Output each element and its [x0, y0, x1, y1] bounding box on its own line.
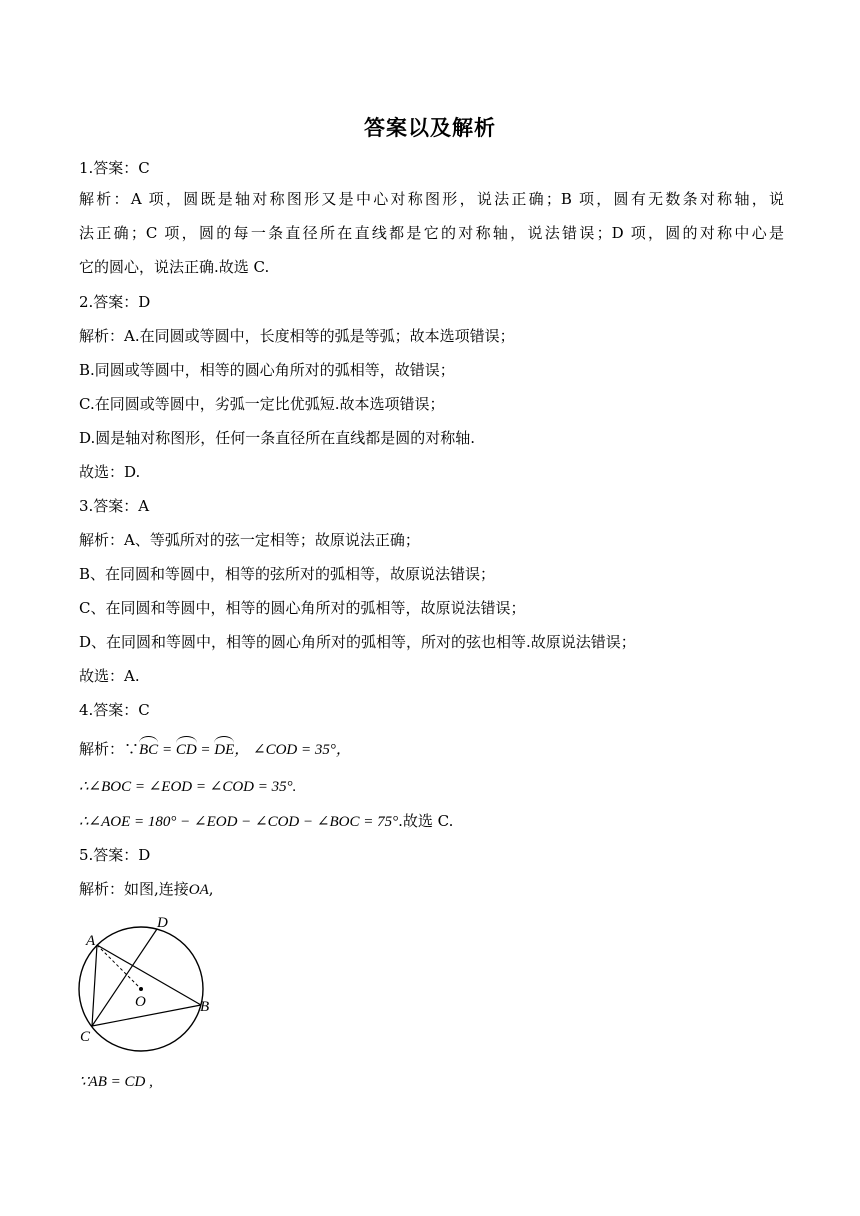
label-b: B — [200, 999, 210, 1015]
q4-line1-suffix: ， ∠COD = 35°， — [234, 742, 351, 758]
arc-de: DE — [214, 739, 234, 761]
q4-explanation-line3 — [79, 810, 784, 833]
q4-line1-prefix: 解析：∵ — [79, 740, 140, 758]
q5-line1-prefix: 解析：如图,连接 — [79, 880, 189, 898]
segment-cb — [92, 1005, 201, 1026]
arc-bc: BC — [139, 739, 158, 761]
arc-cd: CD — [176, 739, 197, 761]
circle-figure — [76, 912, 221, 1054]
q3-answer: 3.答案：A — [79, 497, 150, 515]
q1-explanation-line1: 解析：A 项，圆既是轴对称图形又是中心对称图形，说法正确；B 项，圆有无数条对称轴，说 — [79, 190, 784, 208]
q3-explanation-line4: D、在同圆和等圆中，相等的圆心角所对的弧相等，所对的弦也相等.故原说法错误； — [79, 633, 636, 651]
q2-explanation-line5: 故选：D. — [79, 463, 141, 481]
q1-explanation-line2: 法正确；C 项，圆的每一条直径所在直线都是它的对称轴，说法错误；D 项，圆的对称中心是 — [79, 224, 784, 242]
q4-line3-math: ∴∠AOE = 180° − ∠EOD − ∠COD − ∠BOC = 75° — [79, 814, 399, 830]
center-point — [139, 987, 143, 991]
q5-explanation-line2: ∵AB = CD , — [79, 1074, 153, 1090]
segment-ac — [92, 945, 97, 1026]
q2-explanation-line3: C.在同圆或等圆中，劣弧一定比优弧短.故本选项错误； — [79, 395, 445, 413]
q3-explanation-line3: C、在同圆和等圆中，相等的圆心角所对的弧相等，故原说法错误； — [79, 599, 526, 617]
label-a: A — [86, 933, 96, 949]
q4-explanation-line1: 解析：∵BC = CD = DE， ∠COD = 35°， — [79, 738, 784, 761]
q5-explanation-line1 — [79, 878, 784, 901]
q2-answer: 2.答案：D — [79, 293, 151, 311]
page-title: 答案以及解析 — [364, 116, 496, 140]
q4-explanation-line2: ∴∠BOC = ∠EOD = ∠COD = 35°. — [79, 779, 297, 795]
q3-explanation-line5: 故选：A. — [79, 667, 140, 685]
q4-answer: 4.答案：C — [79, 701, 150, 719]
q5-line1-var: OA — [188, 882, 209, 898]
q5-answer: 5.答案：D — [79, 846, 151, 864]
q4-line3-tail: .故选 C. — [398, 812, 454, 830]
label-o: O — [135, 994, 146, 1010]
segment-cd — [92, 929, 157, 1026]
label-d: D — [157, 915, 168, 931]
q5-line1-suffix: , — [208, 880, 214, 898]
q2-explanation-line1: 解析：A.在同圆或等圆中，长度相等的弧是等弧；故本选项错误； — [79, 327, 515, 345]
q2-explanation-line2: B.同圆或等圆中，相等的圆心角所对的弧相等，故错误； — [79, 361, 455, 379]
q1-answer: 1.答案：C — [79, 159, 150, 177]
q3-explanation-line1: 解析：A、等弧所对的弦一定相等；故原说法正确； — [79, 531, 420, 549]
q3-explanation-line2: B、在同圆和等圆中，相等的弦所对的弧相等，故原说法错误； — [79, 565, 496, 583]
q1-explanation-line3: 它的圆心，说法正确.故选 C. — [79, 258, 270, 276]
q2-explanation-line4: D.圆是轴对称图形，任何一条直径所在直线都是圆的对称轴. — [79, 429, 476, 447]
label-c: C — [80, 1029, 91, 1045]
